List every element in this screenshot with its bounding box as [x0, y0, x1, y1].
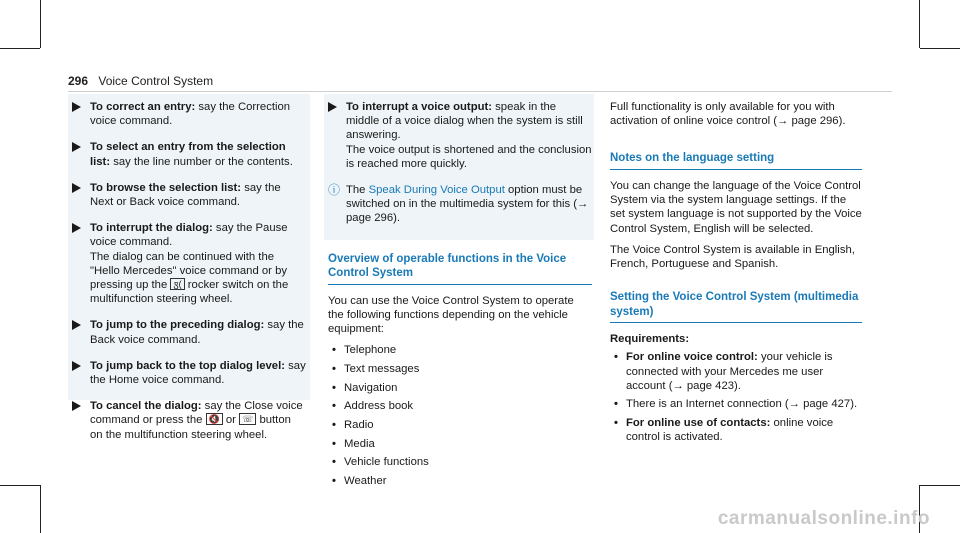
list-item: • For online voice control: your vehicle is connected with your Mercedes me user account (→ page 423). [614, 351, 833, 392]
page-title: Voice Control System [98, 74, 214, 88]
list-item: • Text messages [332, 362, 420, 375]
crop-mark [920, 48, 960, 49]
page-header [68, 74, 213, 88]
action-step: To correct an entry: say the Correction voice command. [72, 100, 306, 128]
arrow-icon [72, 401, 81, 411]
action-step: To cancel the dialog: say the Close voice command or press the 🔇 or ☏ button on the multifunction steering wheel. [72, 399, 306, 442]
hang-up-button-icon: ☏ [239, 413, 256, 425]
arrow-icon [72, 223, 81, 233]
crop-mark [919, 0, 920, 48]
section-heading: Setting the Voice Control System (multimedia system) [610, 290, 862, 323]
crop-mark [920, 485, 960, 486]
info-note: ⓘ The Speak During Voice Output option must be switched on in the multimedia system for this (→ page 296). [328, 183, 589, 225]
arrow-icon [72, 320, 81, 330]
crop-mark [0, 485, 40, 486]
action-step: To select an entry from the selection list: say the line number or the contents. [72, 140, 306, 168]
arrow-icon [328, 102, 337, 112]
crop-mark [0, 48, 40, 49]
list-item: • Address book [332, 400, 414, 413]
list-item: • Navigation [332, 381, 398, 394]
requirements-list [610, 350, 862, 444]
rocker-switch-icon: ꟑ( [170, 278, 184, 290]
arrow-icon [72, 142, 81, 152]
section-heading: Notes on the language setting [610, 151, 862, 170]
arrow-icon [72, 102, 81, 112]
list-item: • There is an Internet connection (→ page 427). [614, 398, 858, 411]
section-heading: Overview of operable functions in the Voice Control System [328, 252, 592, 285]
watermark: carmanualsonline.info [717, 508, 930, 529]
header-divider [68, 91, 892, 92]
mute-button-icon: 🔇 [206, 413, 223, 425]
list-item: • Radio [332, 419, 374, 432]
overview-intro: You can use the Voice Control System to operate the following functions depending on the vehicle equipment: [328, 294, 574, 336]
action-step: To interrupt a voice output: speak in the middle of a voice dialog when the system is still answering. The voice output is shortened and the conclusion is reached more quickly. [328, 100, 592, 171]
action-step: To jump back to the top dialog level: say the Home voice command. [72, 359, 306, 387]
notes-paragraph: The Voice Control System is available in English, French, Portuguese and Spanish. [610, 243, 855, 270]
info-icon: ⓘ [328, 183, 341, 198]
notes-paragraph: You can change the language of the Voice Control System via the system language settings. If the set system language is not supported by the Voice Control System, English will be selected. [610, 179, 862, 235]
column-middle [328, 100, 592, 493]
action-step: To browse the selection list: say the Next or Back voice command. [72, 181, 306, 209]
list-item: • Media [332, 437, 375, 450]
list-item: • Weather [332, 475, 387, 488]
option-link: Speak During Voice Output [368, 184, 505, 197]
intro-paragraph: Full functionality is only available for you with activation of online voice control (→ page 296). [610, 101, 846, 128]
list-item: • Telephone [332, 344, 397, 357]
crop-mark [40, 485, 41, 533]
action-step: To interrupt the dialog: say the Pause voice command. The dialog can be continued with the "Hello Mercedes" voice command or by pressing up the ꟑ( rocker switch on the multifunction steering wheel. [72, 221, 306, 306]
page-number: 296 [68, 74, 89, 88]
column-right [610, 100, 862, 449]
arrow-icon [72, 361, 81, 371]
list-item: • For online use of contacts: online voice control is activated. [614, 417, 834, 444]
arrow-icon [72, 183, 81, 193]
crop-mark [40, 0, 41, 48]
action-step: To jump to the preceding dialog: say the Back voice command. [72, 318, 306, 346]
function-list [328, 343, 592, 488]
list-item: • Vehicle functions [332, 456, 429, 469]
column-left [72, 100, 306, 454]
requirements-label: Requirements: [610, 333, 690, 346]
